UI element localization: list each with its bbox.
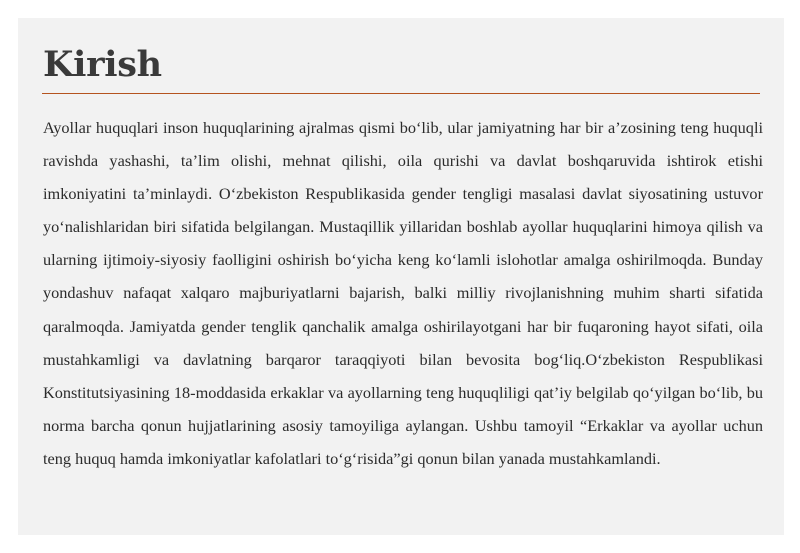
slide-title: Kirish bbox=[43, 44, 162, 85]
body-paragraph: Ayollar huquqlari inson huquqlarining ajralmas qismi bo‘lib, ular jamiyatning har bir a’zosining teng huquqli ravishda yashashi, ta’lim olishi, mehnat qilishi, oila qurishi va davlat boshqaruvida ishtirok etishi imkoniyatini ta’minlaydi. O‘zbekiston Respublikasida gender tengligi masalasi davlat siyosatining ustuvor yo‘nalishlaridan biri sifatida belgilangan. Mustaqillik yillaridan boshlab ayollar huquqlarini himoya qilish va ularning ijtimoiy-siyosiy faolligini oshirish bo‘yicha keng ko‘lamli islohotlar amalga oshirilmoqda. Bunday yondashuv nafaqat xalqaro majburiyatlarni bajarish, balki milliy rivojlanishning muhim sharti sifatida qaralmoqda. Jamiyatda gender tenglik qanchalik amalga oshirilayotgani har bir fuqaroning hayot sifati, oila mustahkamligi va davlatning barqaror taraqqiyoti bilan bevosita bog‘liq.O‘zbekiston Respublikasi Konstitutsiyasining 18-moddasida erkaklar va ayollarning teng huquqliligi qat’iy belgilab qo‘yilgan bo‘lib, bu norma barcha qonun hujjatlarining asosiy tamoyiliga aylangan. Ushbu tamoyil “Erkaklar va ayollar uchun teng huquq hamda imkoniyatlar kafolatlari to‘g‘risida”gi qonun bilan yanada mustahkamlandi. bbox=[43, 118, 763, 468]
title-underline bbox=[42, 93, 760, 94]
slide bbox=[18, 18, 784, 535]
